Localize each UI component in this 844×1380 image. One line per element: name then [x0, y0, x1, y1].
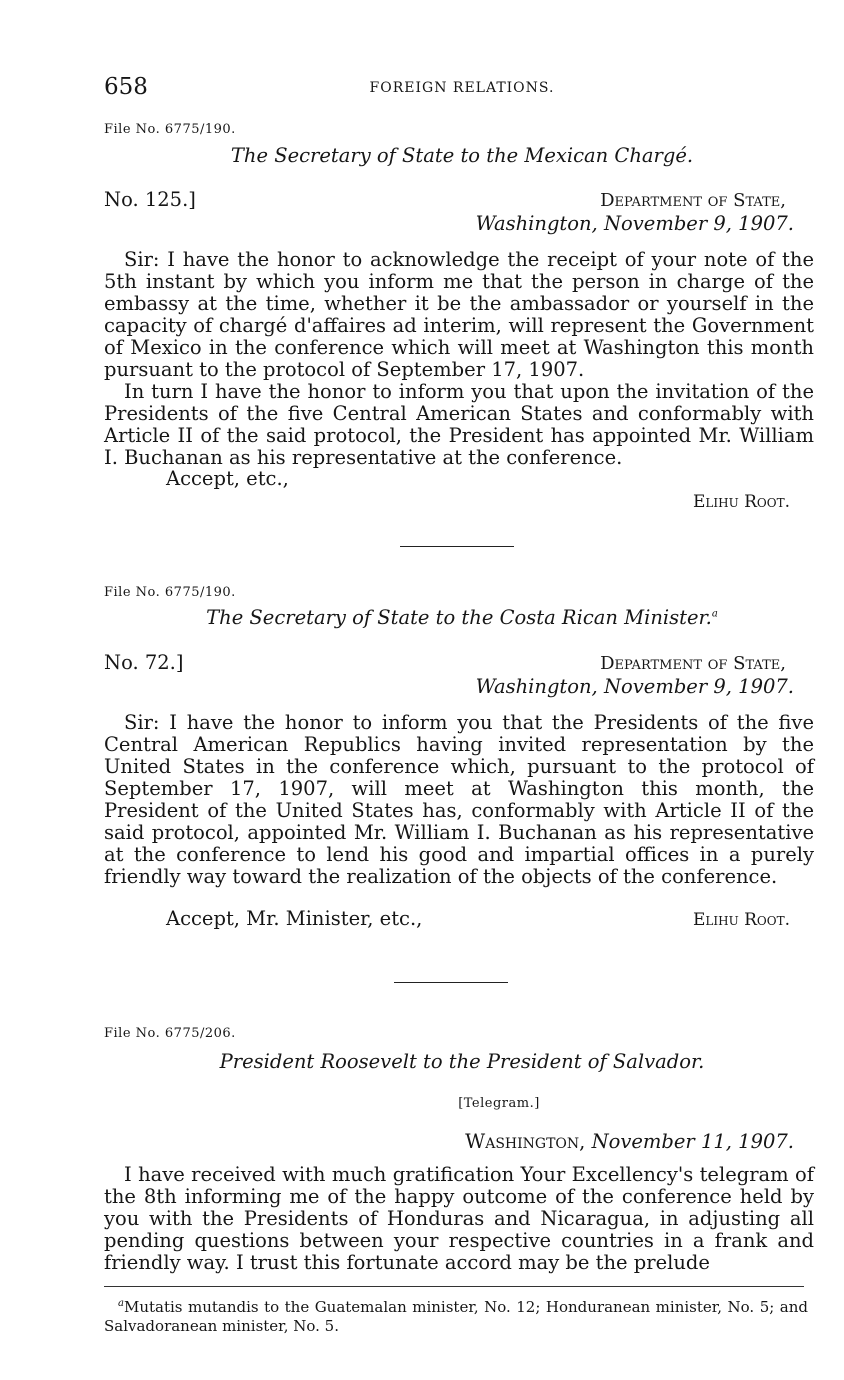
section-divider	[400, 546, 514, 547]
dispatch-number: No. 125.]	[104, 188, 196, 211]
department-heading: Department of State,	[600, 653, 786, 674]
footnote	[104, 1298, 808, 1336]
section-divider	[394, 982, 508, 983]
letter-paragraph: Sir: I have the honor to inform you that the Presidents of the five Central American Republics having invited representation by the United States in the conference which, pursuant to the protocol of September 17, 1907, will meet at Washington this month, the President of the United States has, conformably with Article II of the said protocol, appointed Mr. William I. Buchanan as his representative at the conference to lend his good and impartial offices in a purely friendly way toward the realization of the objects of the conference.	[104, 710, 814, 888]
footnote-marker: a	[711, 608, 718, 620]
file-number: File No. 6775/206.	[104, 1026, 236, 1041]
telegram-label: [Telegram.]	[458, 1096, 540, 1111]
dateline	[476, 675, 794, 698]
dispatch-number: No. 72.]	[104, 651, 184, 674]
signature: Elihu Root.	[693, 492, 790, 512]
file-number: File No. 6775/190.	[104, 585, 236, 600]
department-heading: Department of State,	[600, 190, 786, 211]
letter-paragraph: Sir: I have the honor to acknowledge the receipt of your note of the 5th instant by which you inform me that the person in charge of the embassy at the time, whether it be the ambassador or yourself in the capacity of chargé d'affaires ad interim, will represent the Government of Mexico in the conference which will meet at Washington this month pursuant to the protocol of September 17, 1907.	[104, 247, 814, 381]
letter-title: The Secretary of State to the Mexican Chargé.	[230, 144, 694, 167]
signature: Elihu Root.	[693, 910, 790, 930]
closing: Accept, etc.,	[166, 467, 289, 490]
letter-paragraph: In turn I have the honor to inform you that upon the invitation of the Presidents of the five Central American States and conformably with Article II of the said protocol, the President has appointed Mr. William I. Buchanan as his representative at the conference.	[104, 379, 814, 469]
running-title: FOREIGN RELATIONS.	[369, 80, 555, 96]
dateline-place: Washington,	[475, 212, 598, 235]
footnote-text: Mutatis mutandis to the Guatemalan minister, No. 12; Honduranean minister, No. 5; and Salvadoranean minister, No. 5.	[104, 1298, 808, 1335]
dateline-date: November 9, 1907.	[603, 675, 794, 698]
letter-title: President Roosevelt to the President of Salvador.	[219, 1050, 705, 1073]
letter-title-text: The Secretary of State to the Costa Rican Minister.	[206, 606, 712, 629]
telegram-text: I have received with much gratification Your Excellency's telegram of the 8th informing me of the happy outcome of the conference held by you with the Presidents of Honduras and Nicaragua, in adjusting all pending questions between your respective countries in a frank and friendly way. I trust this fortunate accord may be the prelude	[104, 1162, 814, 1274]
dateline	[476, 212, 794, 235]
dateline	[465, 1130, 794, 1153]
dateline-place: Washington,	[465, 1130, 586, 1153]
footnote-marker: a	[118, 1298, 124, 1309]
dateline-place: Washington,	[475, 675, 598, 698]
letter-title	[104, 606, 820, 629]
dateline-date: November 11, 1907.	[591, 1130, 794, 1153]
footnote-rule	[104, 1286, 804, 1287]
page-header	[104, 74, 820, 104]
closing: Accept, Mr. Minister, etc.,	[166, 907, 423, 930]
dateline-date: November 9, 1907.	[603, 212, 794, 235]
file-number: File No. 6775/190.	[104, 122, 236, 137]
page-number: 658	[104, 74, 148, 100]
